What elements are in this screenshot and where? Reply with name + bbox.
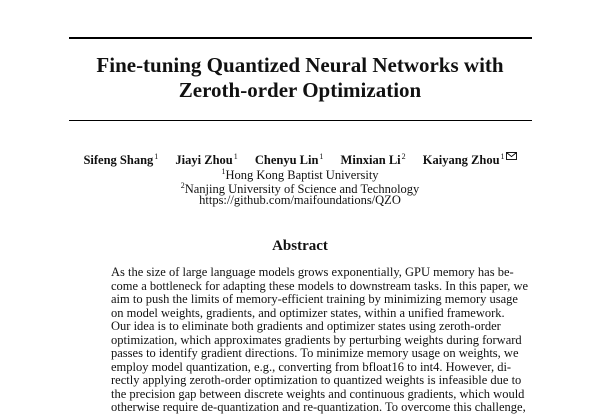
abstract-line: otherwise require de-quantization and re-quantization. To overcome this challenge, (111, 400, 526, 414)
title-line-2: Zeroth-order Optimization (178, 78, 422, 102)
abstract-line: Our idea is to eliminate both gradients and optimizer states using zeroth-order (111, 319, 501, 333)
author-name: Kaiyang Zhou (422, 153, 500, 167)
affiliation-mark: 1 (319, 152, 324, 161)
author-name: Sifeng Shang (83, 153, 154, 167)
title-top-rule (69, 37, 532, 39)
affiliation-mark: 1 (233, 152, 238, 161)
title-line-1: Fine-tuning Quantized Neural Networks with (96, 53, 504, 77)
paper-title (40, 53, 560, 103)
abstract-line: the precision gap between discrete weights and continuous gradients, which would (111, 386, 525, 401)
author-name: Jiayi Zhou (175, 153, 233, 167)
abstract-line: rectly applying zeroth-order optimization to quantized weights is infeasible due to (111, 373, 522, 387)
affiliation-mark: 1 (500, 152, 505, 161)
author-name: Chenyu Lin (254, 153, 319, 167)
affiliation-mark: 1 (221, 167, 226, 176)
affiliation-name: Nanjing University of Science and Technology (184, 182, 420, 196)
envelope-icon (506, 152, 517, 160)
abstract-line: As the size of large language models grows exponentially, GPU memory has be- (111, 265, 514, 279)
abstract-line: passes to identify gradient directions. To minimize memory usage on weights, we (111, 346, 519, 360)
abstract-body (111, 265, 529, 415)
abstract-heading: Abstract (272, 238, 328, 254)
affiliation-mark: 1 (154, 152, 159, 161)
title-bottom-rule (69, 120, 532, 121)
code-url[interactable]: https://github.com/maifoundations/QZO (199, 193, 401, 207)
abstract-line: aim to push the limits of memory-efficient training by minimizing memory usage (111, 292, 518, 306)
author-name: Minxian Li (340, 153, 401, 167)
abstract-line: come a bottleneck for adapting these models to downstream tasks. In this paper, we (111, 278, 529, 293)
affiliation-mark: 2 (180, 181, 185, 190)
abstract-line: on model weights, gradients, and optimizer states, within a unified framework. (111, 305, 505, 320)
abstract-line: employ model quantization, e.g., converting from bfloat16 to int4. However, di- (111, 359, 512, 374)
affiliation-mark: 2 (401, 152, 406, 161)
abstract-line: optimization, which approximates gradients by perturbing weights during forward (111, 332, 522, 347)
affiliation-name: Hong Kong Baptist University (225, 168, 379, 182)
